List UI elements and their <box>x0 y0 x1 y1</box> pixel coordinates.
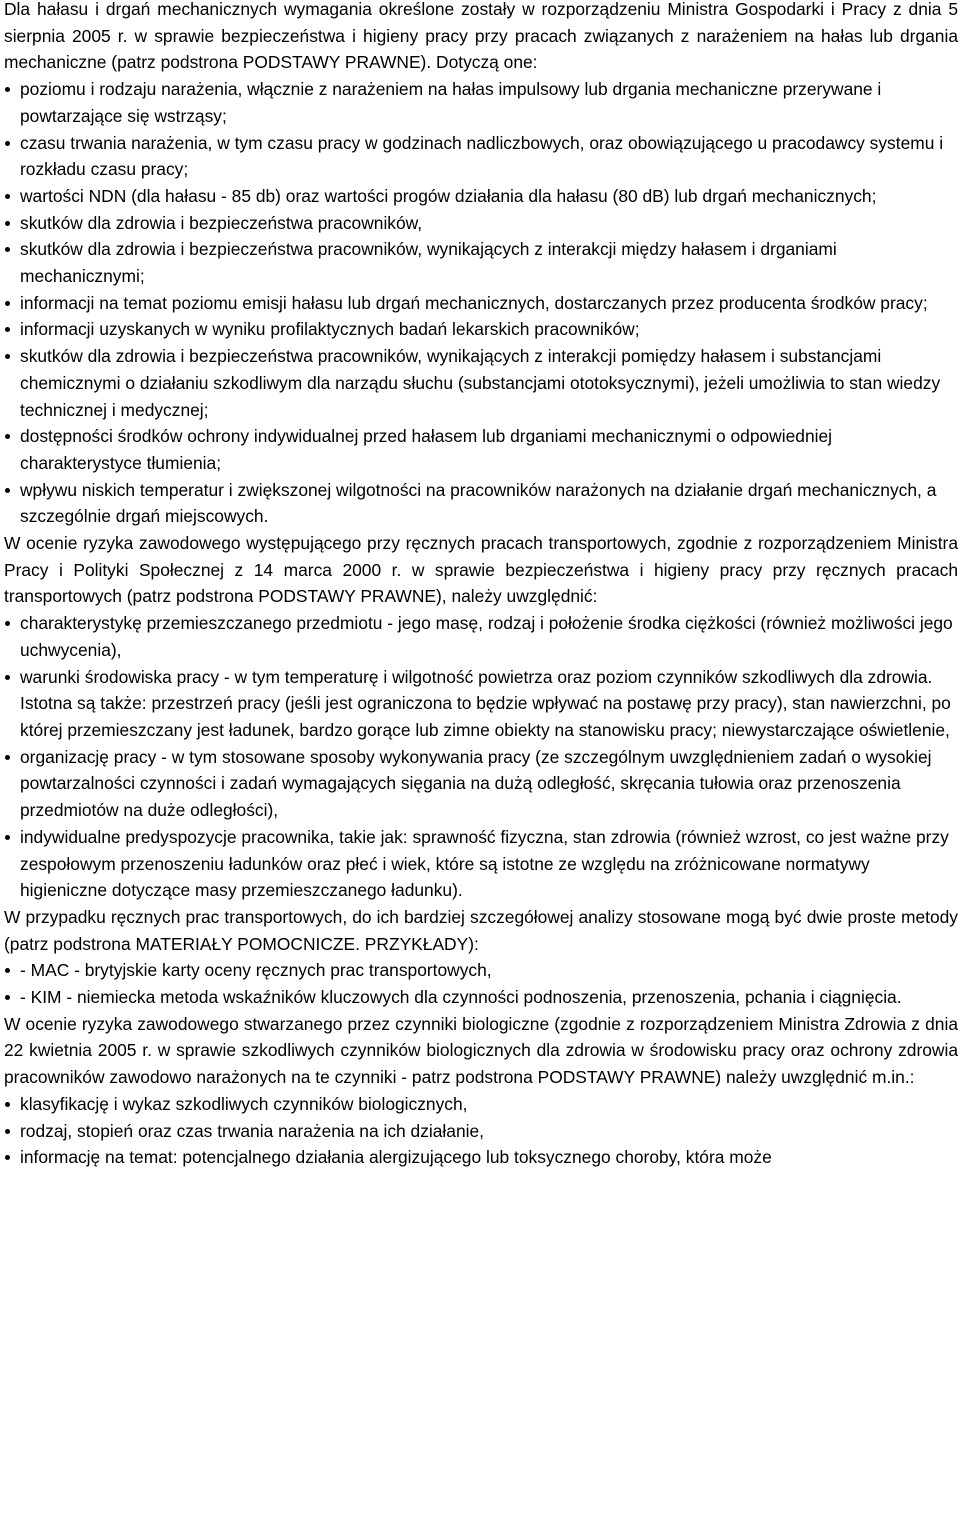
list-item: skutków dla zdrowia i bezpieczeństwa pracowników, <box>4 210 958 237</box>
transport-factors-list <box>4 610 958 904</box>
transport-intro-paragraph: W ocenie ryzyka zawodowego występującego przy ręcznych pracach transportowych, zgodnie z rozporządzeniem Ministra Pracy i Polityki Społecznej z 14 marca 2000 r. w sprawie bezpieczeństwa i higieny pracy przy ręcznych pracach transportowych (patrz podstrona PODSTAWY PRAWNE), należy uwzględnić: <box>4 533 958 607</box>
list-item: dostępności środków ochrony indywidualnej przed hałasem lub drganiami mechanicznymi o odpowiedniej charakterystyce tłumienia; <box>4 423 958 476</box>
list-item: organizację pracy - w tym stosowane sposoby wykonywania pracy (ze szczególnym uwzględnieniem zadań o wysokiej powtarzalności czynności i zadań wymagających sięgania na dużą odległość, skręcania tułowia oraz przenoszenia przedmiotów na duże odległości), <box>4 744 958 824</box>
list-item: wpływu niskich temperatur i zwiększonej wilgotności na pracowników narażonych na działanie drgań mechanicznych, a szczególnie drgań miejscowych. <box>4 477 958 530</box>
list-item: warunki środowiska pracy - w tym temperaturę i wilgotność powietrza oraz poziom czynników szkodliwych dla zdrowia. Istotna są także: przestrzeń pracy (jeśli jest ograniczona to będzie wpływać na postawę przy pracy), stan nawierzchni, po której przemieszczany jest ładunek, bardzo gorące lub zimne obiekty na stanowisku pracy; niewystarczające oświetlenie, <box>4 664 958 744</box>
methods-list <box>4 957 958 1010</box>
list-item: informacji uzyskanych w wyniku profilaktycznych badań lekarskich pracowników; <box>4 316 958 343</box>
list-item: charakterystykę przemieszczanego przedmiotu - jego masę, rodzaj i położenie środka ciężkości (również możliwości jego uchwycenia), <box>4 610 958 663</box>
biological-factors-list <box>4 1091 958 1171</box>
methods-intro-paragraph: W przypadku ręcznych prac transportowych, do ich bardziej szczegółowej analizy stosowane mogą być dwie proste metody (patrz podstrona MATERIAŁY POMOCNICZE. PRZYKŁADY): <box>4 906 958 954</box>
list-item: poziomu i rodzaju narażenia, włącznie z narażeniem na hałas impulsowy lub drgania mechaniczne przerywane i powtarzające się wstrząsy; <box>4 76 958 129</box>
list-item: - MAC - brytyjskie karty oceny ręcznych prac transportowych, <box>4 957 958 984</box>
list-item: wartości NDN (dla hałasu - 85 db) oraz wartości progów działania dla hałasu (80 dB) lub drgań mechanicznych; <box>4 183 958 210</box>
list-item: skutków dla zdrowia i bezpieczeństwa pracowników, wynikających z interakcji między hałasem i drganiami mechanicznymi; <box>4 236 958 289</box>
list-item: klasyfikację i wykaz szkodliwych czynników biologicznych, <box>4 1091 958 1118</box>
list-item: - KIM - niemiecka metoda wskaźników kluczowych dla czynności podnoszenia, przenoszenia, pchania i ciągnięcia. <box>4 984 958 1011</box>
list-item: czasu trwania narażenia, w tym czasu pracy w godzinach nadliczbowych, oraz obowiązującego u pracodawcy systemu i rozkładu czasu pracy; <box>4 130 958 183</box>
list-item: informacji na temat poziomu emisji hałasu lub drgań mechanicznych, dostarczanych przez producenta środków pracy; <box>4 290 958 317</box>
noise-factors-list <box>4 76 958 530</box>
document-page <box>4 0 958 1171</box>
list-item: informację na temat: potencjalnego działania alergizującego lub toksycznego choroby, która może <box>4 1144 958 1171</box>
noise-intro-paragraph: Dla hałasu i drgań mechanicznych wymagania określone zostały w rozporządzeniu Ministra Gospodarki i Pracy z dnia 5 sierpnia 2005 r. w sprawie bezpieczeństwa i higieny pracy przy pracach związanych z narażeniem na hałas lub drgania mechaniczne (patrz podstrona PODSTAWY PRAWNE). Dotyczą one: <box>4 0 958 73</box>
list-item: indywidualne predyspozycje pracownika, takie jak: sprawność fizyczna, stan zdrowia (również wzrost, co jest ważne przy zespołowym przenoszeniu ładunków oraz płeć i wiek, które są istotne ze względu na zróżnicowane normatywy higieniczne dotyczące masy przemieszczanego ładunku). <box>4 824 958 904</box>
list-item: rodzaj, stopień oraz czas trwania narażenia na ich działanie, <box>4 1118 958 1145</box>
biological-intro-paragraph: W ocenie ryzyka zawodowego stwarzanego przez czynniki biologiczne (zgodnie z rozporządzeniem Ministra Zdrowia z dnia 22 kwietnia 2005 r. w sprawie szkodliwych czynników biologicznych dla zdrowia w środowisku pracy oraz ochrony zdrowia pracowników zawodowo narażonych na te czynniki - patrz podstrona PODSTAWY PRAWNE) należy uwzględnić m.in.: <box>4 1013 958 1088</box>
list-item: skutków dla zdrowia i bezpieczeństwa pracowników, wynikających z interakcji pomiędzy hałasem i substancjami chemicznymi o działaniu szkodliwym dla narządu słuchu (substancjami ototoksycznymi), jeżeli umożliwia to stan wiedzy technicznej i medycznej; <box>4 343 958 423</box>
